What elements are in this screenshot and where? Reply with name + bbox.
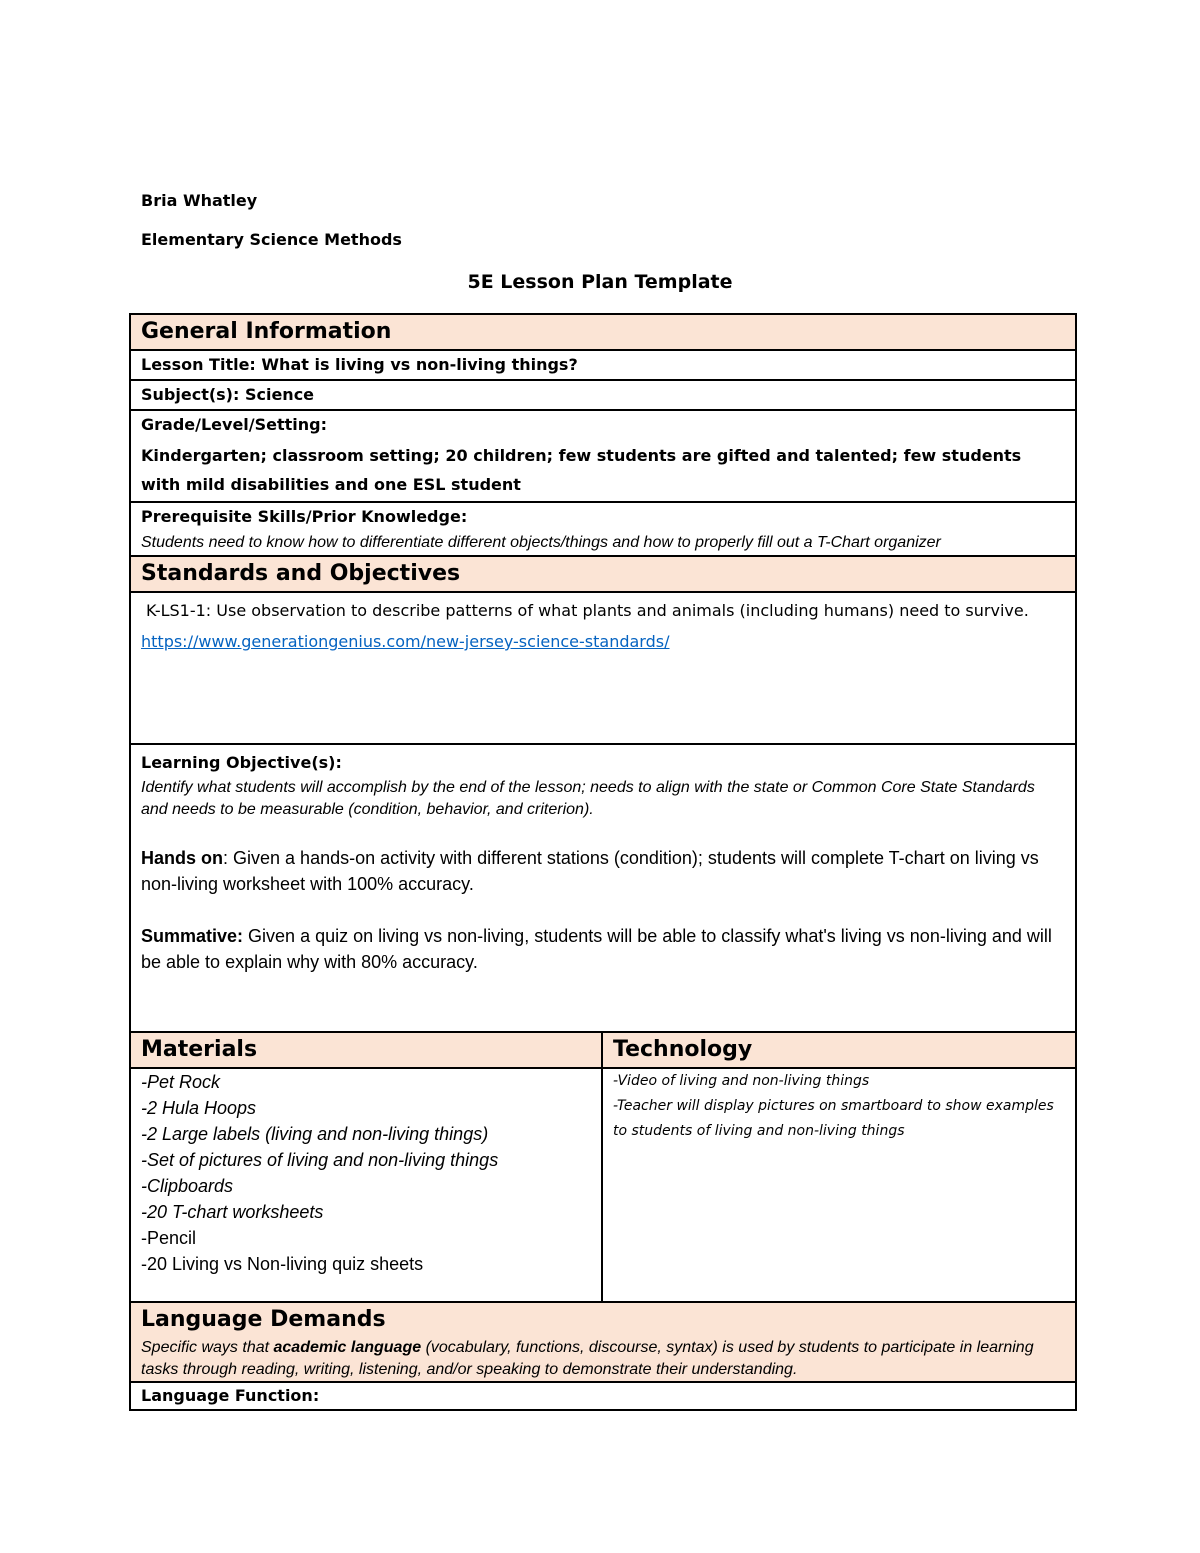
academic-language-term: academic language	[273, 1339, 422, 1356]
objectives-label: Learning Objective(s):	[141, 753, 342, 772]
technology-heading: Technology	[613, 1037, 753, 1062]
grade-label: Grade/Level/Setting:	[141, 415, 328, 434]
language-demands-row	[130, 1302, 1076, 1382]
standards-heading-cell	[130, 556, 1076, 592]
course-name: Elementary Science Methods	[141, 230, 402, 249]
hands-on-text: : Given a hands-on activity with different stations (condition); students will complete T-chart on living vs non-living worksheet with 100% accuracy.	[141, 848, 1039, 894]
standard-cell	[130, 592, 1076, 744]
technology-heading-cell	[602, 1032, 1076, 1068]
standard-text: K-LS1-1: Use observation to describe patterns of what plants and animals (including humans) need to survive.	[146, 601, 1029, 620]
document-title: 5E Lesson Plan Template	[467, 271, 733, 293]
prereq-row	[130, 502, 1076, 556]
author-name: Bria Whatley	[141, 191, 258, 210]
standards-heading: Standards and Objectives	[141, 561, 461, 586]
lesson-plan-table	[129, 313, 1077, 1411]
materials-heading-cell	[130, 1032, 602, 1068]
summative-text: Given a quiz on living vs non-living, students will be able to classify what's living vs non-living and will be able to explain why with 80% accuracy.	[141, 926, 1052, 972]
standard-row	[130, 592, 1076, 744]
general-info-heading: General Information	[141, 319, 392, 344]
objectives-row	[130, 744, 1076, 1032]
language-demands-cell	[130, 1302, 1076, 1382]
objectives-cell	[130, 744, 1076, 1032]
subjects: Subject(s): Science	[130, 380, 1076, 410]
list-item: -Teacher will display pictures on smartboard to show examples to students of living and non-living things	[613, 1098, 1054, 1139]
grade-value: Kindergarten; classroom setting; 20 children; few students are gifted and talented; few students with mild disabilities and one ESL student	[141, 446, 1022, 494]
list-item: -Pencil	[141, 1228, 197, 1248]
prereq-value: Students need to know how to differentiate different objects/things and how to properly fill out a T-Chart organizer	[141, 534, 941, 551]
list-item: -2 Large labels (living and non-living things)	[141, 1124, 489, 1144]
standards-link[interactable]: https://www.generationgenius.com/new-jersey-science-standards/	[141, 632, 670, 651]
list-item: -2 Hula Hoops	[141, 1098, 257, 1118]
list-item: -20 Living vs Non-living quiz sheets	[141, 1254, 424, 1274]
technology-list	[602, 1068, 1076, 1302]
standards-header-row	[130, 556, 1076, 592]
subjects-row	[130, 380, 1076, 410]
prereq-cell	[130, 502, 1076, 556]
list-item: -Set of pictures of living and non-living things	[141, 1150, 499, 1170]
materials-tech-header-row	[130, 1032, 1076, 1068]
prereq-label: Prerequisite Skills/Prior Knowledge:	[141, 507, 468, 526]
lesson-title-row	[130, 350, 1076, 380]
language-demands-hint: Specific ways that academic language (vocabulary, functions, discourse, syntax) is used by students to participate in learning tasks through reading, writing, listening, and/or speaking to demonstrate their understanding.	[141, 1339, 1034, 1378]
list-item: -Pet Rock	[141, 1072, 221, 1092]
lesson-title: Lesson Title: What is living vs non-living things?	[130, 350, 1076, 380]
general-info-heading-cell	[130, 314, 1076, 350]
language-function-label: Language Function:	[130, 1382, 1076, 1410]
language-function-row	[130, 1382, 1076, 1410]
materials-list	[130, 1068, 602, 1302]
objectives-hint: Identify what students will accomplish by the end of the lesson; needs to align with the state or Common Core State Standards and needs to be measurable (condition, behavior, and criterion).	[141, 779, 1035, 818]
hands-on-objective	[141, 845, 1065, 897]
list-item: -Video of living and non-living things	[613, 1073, 870, 1089]
materials-tech-row	[130, 1068, 1076, 1302]
general-info-header-row	[130, 314, 1076, 350]
summative-label: Summative:	[141, 926, 244, 946]
hands-on-label: Hands on	[141, 848, 224, 868]
grade-row	[130, 410, 1076, 502]
language-demands-heading: Language Demands	[141, 1307, 386, 1332]
grade-cell	[130, 410, 1076, 502]
list-item: -Clipboards	[141, 1176, 234, 1196]
list-item: -20 T-chart worksheets	[141, 1202, 324, 1222]
summative-objective	[141, 923, 1065, 975]
materials-heading: Materials	[141, 1037, 258, 1062]
